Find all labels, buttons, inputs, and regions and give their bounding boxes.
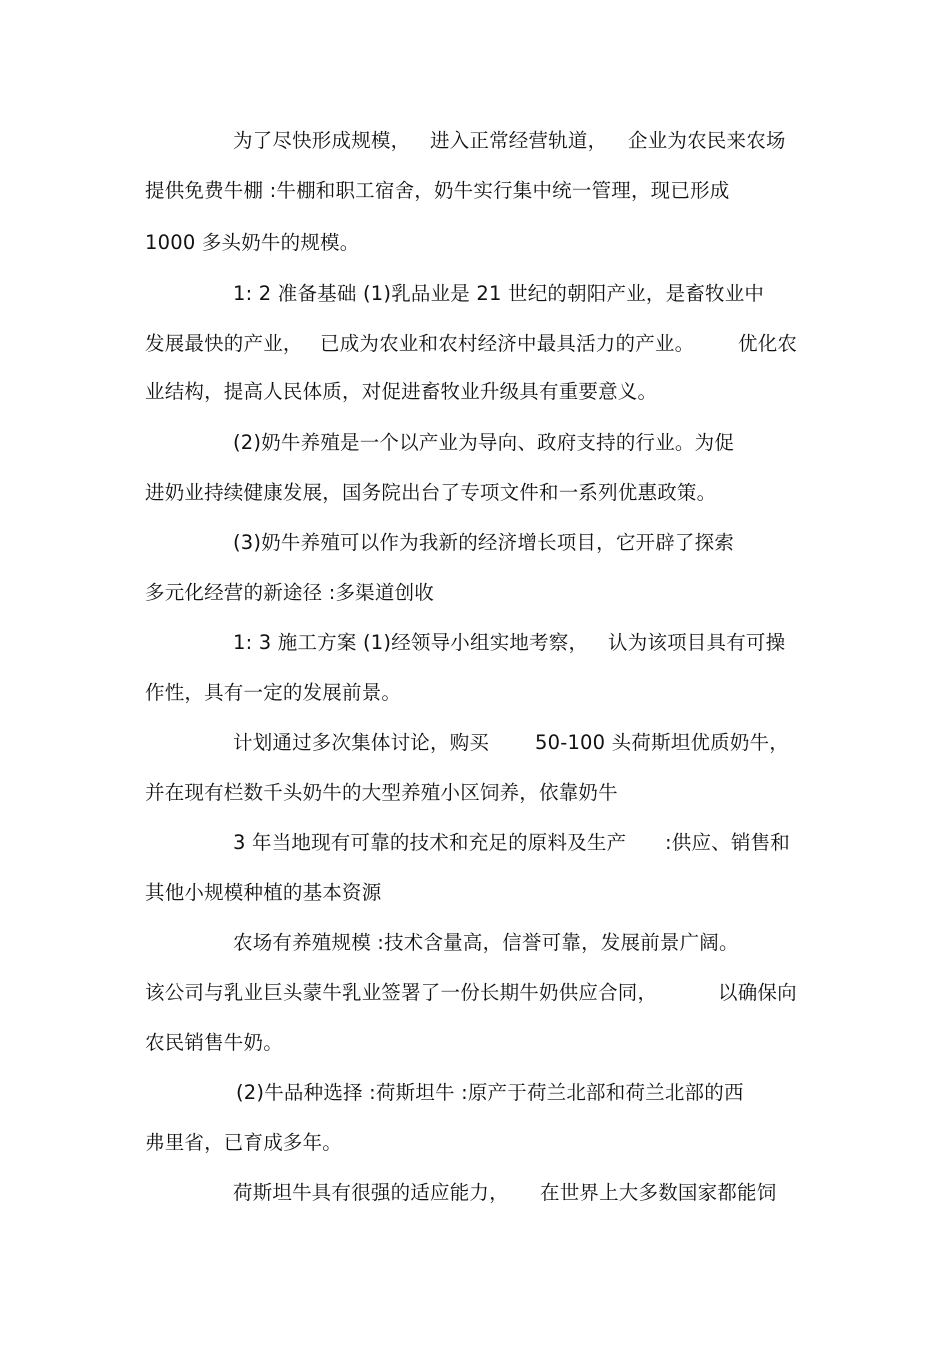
text-segment: 业结构，提高人民体质，对促进畜牧业升级具有重要意义。	[145, 380, 658, 403]
text-segment: 3 年当地现有可靠的技术和充足的原料及生产	[233, 831, 627, 854]
text-segment: (3)奶牛养殖可以作为我新的经济增长项目，它开辟了探索	[233, 531, 735, 554]
text-segment: 弗里省，已育成多年。	[145, 1131, 343, 1154]
text-segment: 其他小规模种植的基本资源	[145, 881, 382, 904]
text-segment: 该公司与乳业巨头蒙牛乳业签署了一份长期牛奶供应合同，	[145, 981, 658, 1004]
text-segment: 已成为农业和农村经济中最具活力的产业。	[320, 332, 695, 355]
text-segment: 发展最快的产业，	[145, 332, 303, 355]
text-segment: 认为该项目具有可操	[608, 631, 786, 654]
text-segment: 并在现有栏数千头奶牛的大型养殖小区饲养，依靠奶牛	[145, 781, 618, 804]
text-segment: 在世界上大多数国家都能饲	[540, 1181, 777, 1204]
text-segment: 农民销售牛奶。	[145, 1031, 283, 1054]
text-segment: 多元化经营的新途径 :多渠道创收	[145, 581, 434, 604]
text-segment: 农场有养殖规模 :技术含量高，信誉可靠，发展前景广阔。	[233, 931, 739, 954]
text-segment: (2)牛品种选择 :荷斯坦牛 :原产于荷兰北部和荷兰北部的西	[236, 1081, 744, 1104]
text-segment: 以确保向	[718, 981, 797, 1004]
text-segment: 进入正常经营轨道，	[430, 129, 608, 152]
text-segment: 企业为农民来农场	[628, 129, 786, 152]
text-segment: 1: 2 准备基础 (1)乳品业是 21 世纪的朝阳产业，是畜牧业中	[233, 282, 765, 305]
text-segment: 优化农	[738, 332, 798, 355]
text-segment: (2)奶牛养殖是一个以产业为导向、政府支持的行业。为促	[233, 431, 735, 454]
text-segment: 1000 多头奶牛的规模。	[145, 231, 360, 254]
text-segment: 为了尽快形成规模，	[233, 129, 411, 152]
text-segment: 50-100 头荷斯坦优质奶牛，	[535, 731, 789, 754]
text-segment: 1: 3 施工方案 (1)经领导小组实地考察，	[233, 631, 589, 654]
text-segment: 计划通过多次集体讨论，购买	[233, 731, 490, 754]
text-segment: 进奶业持续健康发展，国务院出台了专项文件和一系列优惠政策。	[145, 481, 717, 504]
text-segment: 提供免费牛棚 :牛棚和职工宿舍，奶牛实行集中统一管理，现已形成	[145, 179, 730, 202]
text-segment: 作性，具有一定的发展前景。	[145, 681, 402, 704]
text-segment: 荷斯坦牛具有很强的适应能力，	[233, 1181, 509, 1204]
text-segment: :供应、销售和	[665, 831, 790, 854]
